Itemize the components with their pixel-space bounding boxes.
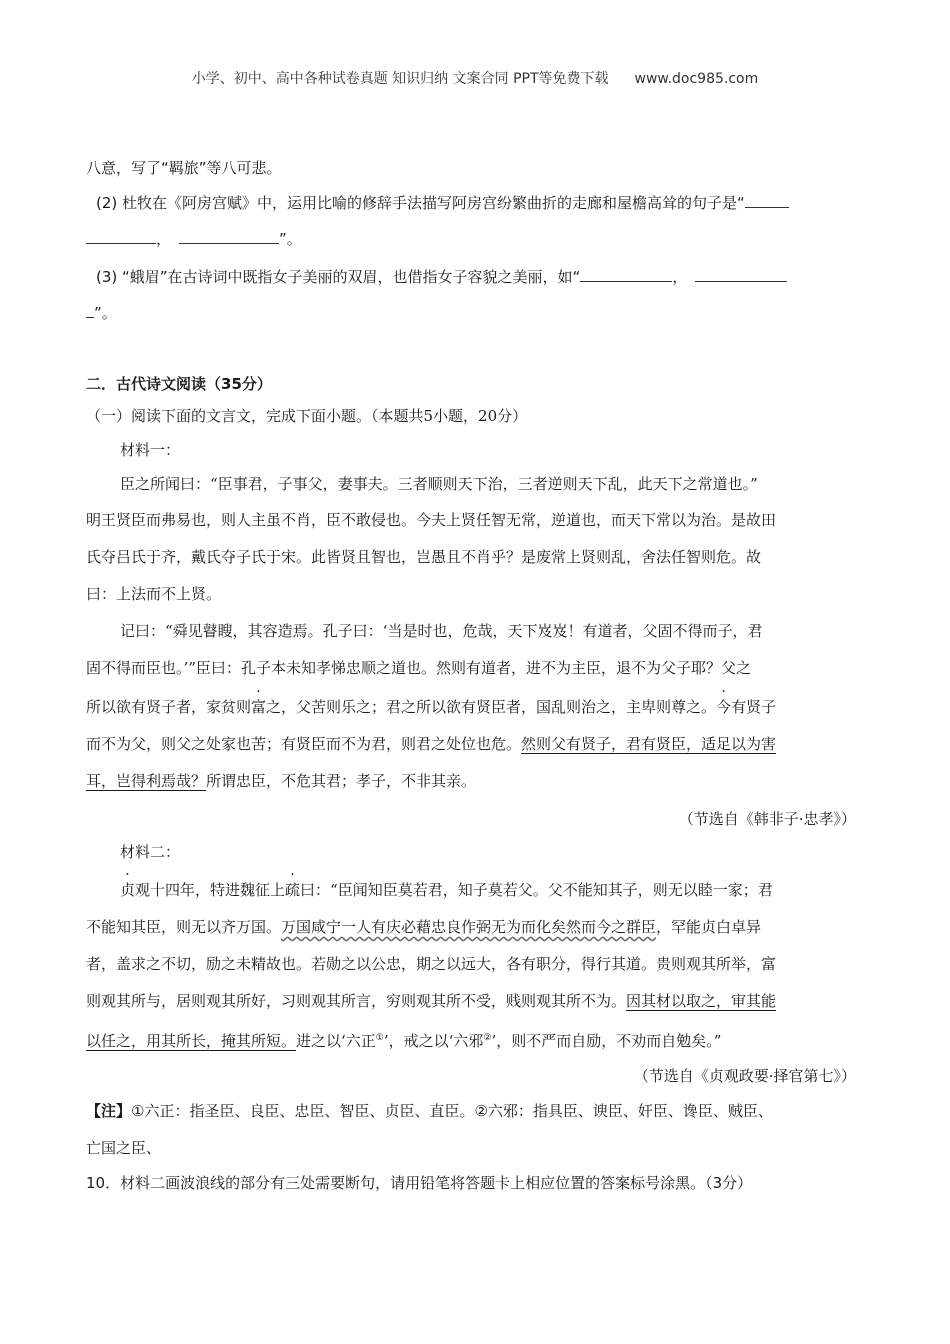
material-2-label: 材料二： (120, 843, 181, 861)
m2-line-3: 者，盖求之不切，励之未精故也。若勋之以公忠，期之以远大，各有职分，得行其道。贵则观其所举，富 (86, 955, 777, 973)
q2-blank-2[interactable] (179, 229, 279, 244)
m1-source: （节选自《韩非子·忠孝》） (678, 810, 856, 828)
m1-line-1: 臣之所闻曰：“臣事君，子事父，妻事夫。三者顺则天下治，三者逆则天下乱，此天下之常道也。” (120, 475, 758, 493)
q3-sep: ， (672, 268, 688, 286)
m2-line-1: 贞观十四年，特进魏征上疏曰：“臣闻知臣莫若君，知子莫若父。父不能知其子，则无以睦一家；君 (120, 881, 773, 899)
m2-line-4: 则观其所与，居则观其所好，习则观其所言，穷则观其所不受，贱则观其所不为。因其材以取之，审其能 (86, 992, 777, 1010)
footnote-mark-1: ① (375, 1033, 384, 1043)
dotted-char: 疏 (285, 881, 301, 899)
note-line-2: 亡国之臣、 (86, 1139, 162, 1157)
q3-end: ”。 (94, 304, 117, 322)
question-2-cont (86, 229, 302, 249)
m1-line-5: 记曰：“舜见瞽瞍，其容造焉。孔子曰：‘当是时也，危哉，天下岌岌！有道者，父固不得而子，君 (120, 622, 763, 640)
m2-source: （节选自《贞观政要·择官第七》） (633, 1067, 856, 1085)
underlined-sentence: 然则父有贤子，君有贤臣，适足以为害 (521, 735, 777, 753)
wavy-underlined-text: 万国咸宁一人有庆必藉忠良作弼无为而化矣然而今之群臣 (281, 918, 657, 936)
header-site[interactable]: www.doc985.com (634, 71, 759, 87)
underlined-sentence: 以任之，用其所长，掩其所短。 (86, 1032, 297, 1050)
material-1-label: 材料一： (120, 441, 181, 459)
page-header (0, 68, 950, 88)
note-line-1: 【注】①六正：指圣臣、良臣、忠臣、智臣、贞臣、直臣。②六邪：指具臣、谀臣、奸臣、谗臣、贼臣、 (86, 1102, 773, 1120)
dotted-char: 贞 (120, 881, 136, 899)
q3-text: (3) “蛾眉”在古诗词中既指女子美丽的双眉，也借指女子容貌之美丽，如“ (96, 268, 581, 286)
m1-line-9: 耳，岂得利焉哉？所谓忠臣，不危其君；孝子，不非其亲。 (86, 772, 477, 790)
q2-sep: ， (156, 230, 172, 248)
m2-line-5: 以任之，用其所长，掩其所短。进之以‘六正①’，戒之以‘六邪②’，则不严而自励，不劝而自勉矣。” (86, 1032, 722, 1050)
m1-line-2: 明王贤臣而弗易也，则人主虽不肖，臣不敢侵也。今夫上贤任智无常，逆道也，而天下常以为治。是故田 (86, 511, 777, 529)
q2-text: (2) 杜牧在《阿房宫赋》中，运用比喻的修辞手法描写阿房宫纷繁曲折的走廊和屋檐高耸的句子是“ (96, 194, 745, 212)
q3-blank-1[interactable] (580, 267, 672, 282)
dotted-char: 今 (716, 698, 732, 716)
q2-blank-1[interactable] (745, 193, 789, 208)
question-2 (96, 193, 789, 213)
q2-blank-1b[interactable] (86, 229, 156, 244)
top-line-1: 八意，写了“羁旅”等八可悲。 (86, 159, 282, 177)
m1-line-8: 而不为父，则父之处家也苦；有贤臣而不为君，则君之处位也危。然则父有贤子，君有贤臣，适足以为害 (86, 735, 777, 753)
question-10: 10．材料二画波浪线的部分有三处需要断句，请用铅笔将答题卡上相应位置的答案标号涂黑。（3分） (86, 1174, 753, 1192)
m1-line-6: 固不得而臣也。’”臣曰：孔子本未知孝悌忠顺之道也。然则有道者，进不为主臣，退不为父子耶？父之 (86, 659, 751, 677)
footnote-mark-2: ② (483, 1033, 492, 1043)
q2-end: ”。 (279, 230, 302, 248)
q3-blank-2b[interactable] (86, 303, 94, 318)
question-3-cont (86, 303, 117, 323)
m2-line-2: 不能知其臣，则无以齐万国。万国咸宁一人有庆必藉忠良作弼无为而化矣然而今之群臣，罕能贞白卓异 (86, 918, 762, 936)
q3-blank-2[interactable] (695, 267, 787, 282)
underlined-sentence: 因其材以取之，审其能 (626, 992, 777, 1010)
m1-line-3: 氏夺吕氏于齐，戴氏夺子氏于宋。此皆贤且智也，岂愚且不肖乎？是废常上贤则乱，舍法任智则危。故 (86, 548, 762, 566)
note-label: 【注】 (86, 1102, 132, 1120)
section-subtitle: （一）阅读下面的文言文，完成下面小题。（本题共5小题，20分） (86, 407, 528, 425)
question-3 (96, 267, 787, 287)
header-text: 小学、初中、高中各种试卷真题 知识归纳 文案合同 PPT等免费下载 (191, 71, 609, 87)
m1-line-7: 所以欲有贤子者，家贫则富之，父苦则乐之；君之所以欲有贤臣者，国乱则治之，主卑则尊之。今有贤子 (86, 698, 777, 716)
dotted-char: 富 (251, 698, 267, 716)
m1-line-4: 曰：上法而不上贤。 (86, 585, 222, 603)
section-title: 二．古代诗文阅读（35分） (86, 375, 272, 393)
underlined-sentence: 耳，岂得利焉哉？ (86, 772, 207, 790)
